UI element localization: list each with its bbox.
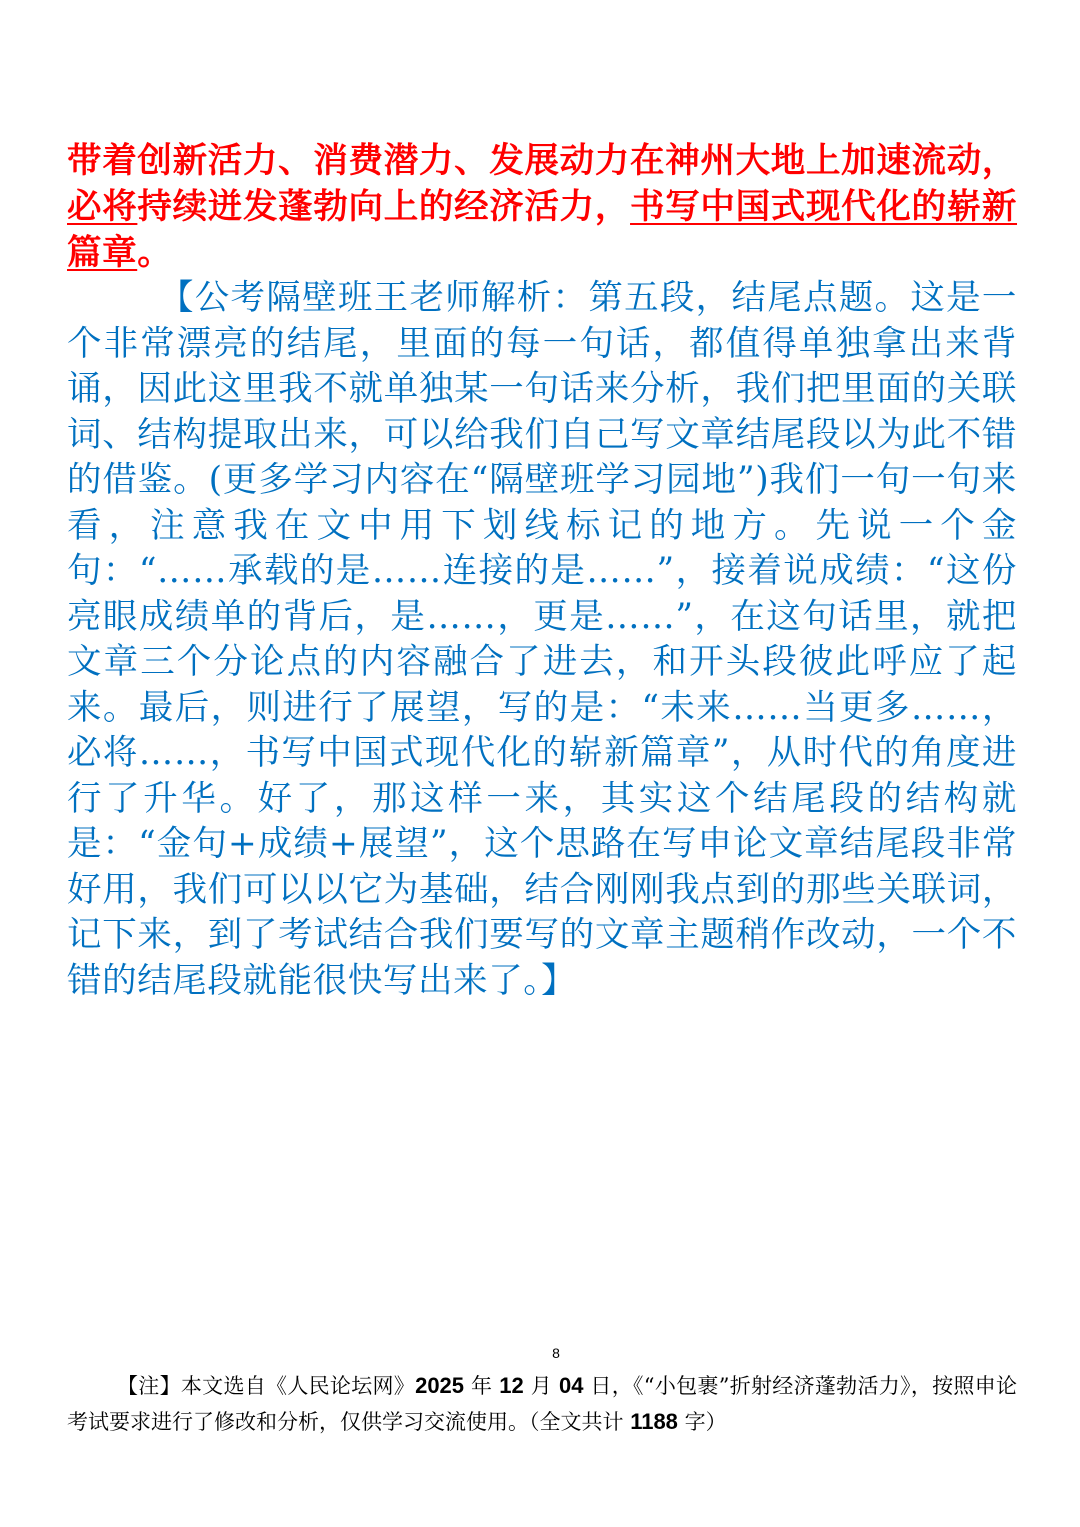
note-text: 年 <box>464 1374 500 1398</box>
note-text: 日，《“小包裹”折射经济蓬勃活力》，按照申论考试要求进行了修改和分析，仅供学习交流使用。（全文共计 <box>67 1374 1018 1434</box>
underlined-keyword: 书写中国式现代化的崭新篇章 <box>67 187 1018 273</box>
note-text: 月 <box>523 1374 559 1398</box>
analysis-paragraph: 【公考隔壁班王老师解析：第五段，结尾点题。这是一个非常漂亮的结尾，里面的每一句话，都值得单独拿出来背诵，因此这里我不就单独某一句话来分析，我们把里面的关联词、结构提取出来，可以给我们自己写文章结尾段以为此不错的借鉴。(更多学习内容在“隔壁班学习园地”)我们一句一句来看，注意我在文中用下划线标记的地方。先说一个金句：“……承载的是……连接的是……”，接着说成绩：“这份亮眼成绩单的背后，是……，更是……”，在这句话里，就把文章三个分论点的内容融合了进去，和开头段彼此呼应了起来。最后，则进行了展望，写的是：“未来……当更多……，必将……，书写中国式现代化的崭新篇章”，从时代的角度进行了升华。好了，那这样一来，其实这个结尾段的结构就是：“金句+成绩+展望”，这个思路在写申论文章结尾段非常好用，我们可以以它为基础，结合刚刚我点到的那些关联词，记下来，到了考试结合我们要写的文章主题稍作改动，一个不错的结尾段就能很快写出来了。】 <box>67 278 1017 1001</box>
note-text: 【注】本文选自《人民论坛网》 <box>117 1374 416 1398</box>
article-text: 带着创新活力、消费潜力、发展动力在神州大地上加速流动， <box>67 141 1017 181</box>
note-text: 字） <box>677 1410 727 1434</box>
note-word-count: 1188 <box>630 1409 678 1434</box>
article-text: 持续迸发蓬勃向上的经济活力， <box>137 187 631 227</box>
page-number: 8 <box>552 1345 560 1361</box>
source-note <box>67 1368 1017 1440</box>
underlined-keyword: 必将 <box>67 187 138 227</box>
article-text: 。 <box>137 233 173 273</box>
note-month: 12 <box>499 1373 524 1398</box>
article-paragraph <box>67 138 1017 276</box>
note-day: 04 <box>558 1373 584 1398</box>
note-year: 2025 <box>415 1373 465 1398</box>
